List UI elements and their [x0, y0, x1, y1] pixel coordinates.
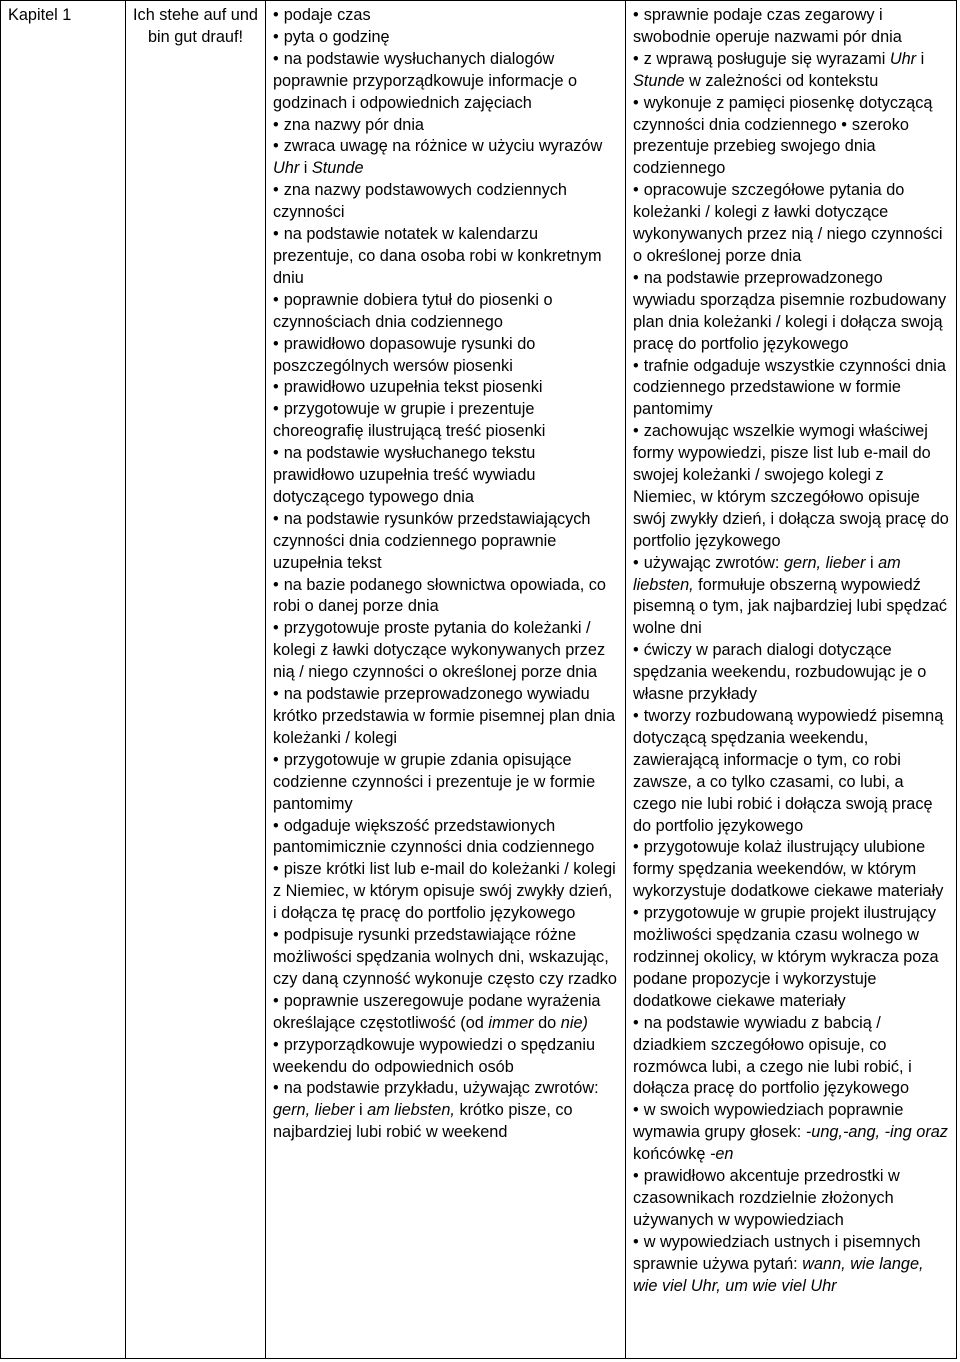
table-row: [1, 1, 957, 1359]
list-item: [273, 27, 618, 49]
bullet-icon: •: [633, 1013, 639, 1032]
list-item: [633, 356, 949, 422]
bullet-icon: •: [273, 1079, 279, 1098]
list-item-text: sprawnie podaje czas zegarowy i swobodnie operuje nazwami pór dnia: [633, 6, 902, 46]
list-item-text: i: [299, 159, 312, 178]
basic-requirements-cell: [266, 1, 626, 1359]
bullet-icon: •: [273, 750, 279, 769]
basic-requirements-list: [273, 5, 618, 1144]
list-item: [273, 991, 618, 1035]
list-item-text: krótko pisze, co najbardziej lubi robić w weekend: [273, 1101, 573, 1142]
list-item-text: na podstawie wysłuchanego tekstu prawidłowo uzupełnia treść wywiadu dotyczącego typowego dnia: [273, 444, 536, 506]
list-item: [633, 1166, 949, 1232]
list-item-text: na podstawie przykładu, używając zwrotów:: [283, 1079, 599, 1098]
list-item-text: na podstawie wywiadu z babcią / dziadkiem szczegółowo opisuje, co rozmówca lubi, a czego nie lubi robić, i dołącza pracę do portfolio językowego: [633, 1013, 912, 1098]
list-item-text: Uhr: [273, 159, 300, 178]
list-item-text: zna nazwy podstawowych codziennych czynności: [273, 181, 567, 222]
bullet-icon: •: [273, 991, 279, 1010]
list-item-text: poprawnie uszeregowuje podane wyrażenia określające częstotliwość (od: [273, 991, 601, 1032]
list-item-text: końcówkę: [633, 1145, 710, 1164]
bullet-icon: •: [273, 619, 279, 638]
bullet-icon: •: [633, 181, 639, 200]
list-item-text: wann, wie lange, wie viel Uhr, um wie viel Uhr: [633, 1254, 924, 1295]
bullet-icon: •: [273, 400, 279, 419]
list-item-text: przygotowuje proste pytania do koleżanki / kolegi z ławki dotyczące wykonywanych przez nią / niego czynności o określonej porze dnia: [273, 619, 606, 682]
list-item-text: i: [865, 553, 879, 572]
list-item: [273, 443, 618, 509]
chapter-label: Kapitel 1: [8, 6, 72, 24]
list-item-text: -ung,-ang, -ing oraz: [805, 1123, 948, 1142]
list-item-text: przygotowuje w grupie projekt ilustrujący możliwości spędzania czasu wolnego w rodzinnej okolicy, w którym wykracza poza podane propozycje i wykorzystuje dodatkowe ciekawe materiały: [633, 904, 939, 1010]
bullet-icon: •: [273, 115, 279, 134]
list-item-text: na podstawie rysunków przedstawiających czynności dnia codziennego poprawnie uzupełnia tekst: [273, 509, 591, 572]
bullet-icon: •: [633, 1167, 639, 1186]
extended-requirements-list: [633, 5, 949, 1297]
list-item: [273, 1078, 618, 1144]
list-item: [273, 925, 618, 991]
list-item: [273, 859, 618, 925]
list-item-text: formułuje obszerną wypowiedź pisemną o tym, jak najbardziej lubi spędzać wolne dni: [633, 575, 948, 638]
list-item-text: zachowując wszelkie wymogi właściwej formy wypowiedzi, pisze list lub e-mail do swojej koleżanki / swojego kolegi z Niemiec, w którym szczegółowo opisuje swój zwykły dzień, i dołącza swoją pracę do portfolio językowego: [633, 422, 949, 550]
bullet-icon: •: [273, 509, 279, 528]
list-item: [273, 509, 618, 575]
list-item-text: prawidłowo dopasowuje rysunki do poszczególnych wersów piosenki: [273, 334, 536, 375]
list-item: [633, 553, 949, 641]
list-item: [273, 750, 618, 816]
list-item: [273, 180, 618, 224]
list-item-text: przygotowuje kolaż ilustrujący ulubione formy spędzania weekendów, w którym wykorzystuje dodatkowe ciekawe materiały: [633, 838, 944, 901]
list-item: [273, 1035, 618, 1079]
list-item-text: zna nazwy pór dnia: [283, 115, 424, 134]
list-item-text: do: [533, 1013, 561, 1032]
list-item-text: na podstawie wysłuchanych dialogów poprawnie przyporządkowuje informacje o godzinach i odpowiednich zajęciach: [273, 49, 578, 112]
list-item: [273, 377, 618, 399]
bullet-icon: •: [273, 6, 279, 24]
list-item: [273, 49, 618, 115]
list-item-text: trafnie odgaduje wszystkie czynności dnia codziennego przedstawione w formie pantomimy: [633, 356, 946, 419]
bullet-icon: •: [273, 685, 279, 704]
bullet-icon: •: [273, 27, 279, 46]
list-item: [633, 706, 949, 837]
extended-requirements-cell: [626, 1, 957, 1359]
list-item: [633, 49, 949, 93]
bullet-icon: •: [273, 290, 279, 309]
bullet-icon: •: [841, 115, 847, 134]
list-item: [633, 93, 949, 181]
bullet-icon: •: [273, 575, 279, 594]
list-item-text: Stunde: [633, 71, 685, 90]
list-item-text: Uhr: [889, 49, 917, 68]
list-item: [273, 290, 618, 334]
list-item: [273, 5, 618, 27]
list-item: [273, 399, 618, 443]
bullet-icon: •: [633, 93, 639, 112]
list-item: [273, 618, 618, 684]
list-item-text: z wprawą posługuje się wyrazami: [643, 49, 890, 68]
list-item: [633, 837, 949, 903]
bullet-icon: •: [273, 49, 279, 68]
list-item: [633, 268, 949, 356]
list-item: [273, 334, 618, 378]
bullet-icon: •: [633, 49, 639, 68]
list-item-text: Stunde: [311, 159, 364, 178]
list-item-text: tworzy rozbudowaną wypowiedź pisemną dotyczącą spędzania weekendu, zawierającą informacje o tym, co robi zawsze, a co tylko czasami, co lubi, a czego nie lubi robić i dołącza swoją pracę do portfolio językowego: [633, 707, 944, 835]
list-item-text: gern, lieber: [783, 553, 866, 572]
list-item-text: wykonuje z pamięci piosenkę dotyczącą czynności dnia codziennego: [633, 93, 933, 134]
list-item: [273, 224, 618, 290]
bullet-icon: •: [633, 707, 639, 725]
bullet-icon: •: [273, 181, 279, 200]
list-item-text: i: [916, 49, 925, 68]
list-item: [273, 575, 618, 619]
list-item-text: am liebsten,: [367, 1101, 455, 1120]
list-item: [273, 684, 618, 750]
list-item-text: nie): [560, 1013, 588, 1032]
list-item-text: przyporządkowuje wypowiedzi o spędzaniu weekendu do odpowiednich osób: [273, 1035, 596, 1076]
bullet-icon: •: [273, 378, 279, 397]
list-item-text: na podstawie przeprowadzonego wywiadu sporządza pisemnie rozbudowany plan dnia koleżanki / kolegi i dołącza swoją pracę do portfolio językowego: [633, 268, 947, 353]
list-item-text: na bazie podanego słownictwa opowiada, co robi o danej porze dnia: [273, 575, 606, 616]
bullet-icon: •: [633, 268, 639, 287]
bullet-icon: •: [633, 904, 639, 923]
list-item: [633, 1013, 949, 1101]
list-item-text: ćwiczy w parach dialogi dotyczące spędzania weekendu, rozbudowując je o własne przykłady: [633, 641, 927, 704]
list-item-text: pyta o godzinę: [283, 27, 390, 46]
list-item-text: i: [354, 1101, 368, 1120]
list-item-text: gern, lieber: [273, 1101, 355, 1120]
list-item: [633, 5, 949, 49]
list-item-text: odgaduje większość przedstawionych pantomimicznie czynności dnia codziennego: [273, 816, 595, 857]
list-item-text: am liebsten,: [633, 553, 901, 594]
list-item: [633, 1232, 949, 1298]
bullet-icon: •: [273, 926, 279, 945]
bullet-icon: •: [273, 860, 279, 879]
list-item-text: na podstawie notatek w kalendarzu prezentuje, co dana osoba robi w konkretnym dniu: [273, 225, 602, 287]
chapter-cell: [1, 1, 126, 1359]
topic-title: Ich stehe auf und bin gut drauf!: [133, 6, 258, 46]
bullet-icon: •: [273, 1035, 279, 1054]
bullet-icon: •: [633, 422, 639, 441]
list-item-text: w swoich wypowiedziach poprawnie wymawia grupy głosek:: [633, 1101, 904, 1142]
list-item: [273, 115, 618, 137]
bullet-icon: •: [633, 553, 639, 572]
list-item-text: przygotowuje w grupie zdania opisujące codzienne czynności i prezentuje je w formie pantomimy: [273, 750, 596, 813]
list-item-text: pisze krótki list lub e-mail do koleżanki / kolegi z Niemiec, w którym opisuje swój zwykły dzień, i dołącza tę pracę do portfolio językowego: [273, 860, 616, 923]
list-item-text: szeroko prezentuje przebieg swojego dnia codziennego: [633, 115, 909, 178]
list-item: [633, 180, 949, 268]
list-item-text: opracowuje szczegółowe pytania do koleżanki / kolegi z ławki dotyczące wykonywanych przez nią / niego czynności o określonej porze dnia: [633, 181, 943, 265]
bullet-icon: •: [633, 1232, 639, 1251]
bullet-icon: •: [633, 838, 639, 857]
list-item-text: w zależności od kontekstu: [684, 71, 879, 90]
list-item-text: zwraca uwagę na różnice w użyciu wyrazów: [283, 137, 603, 156]
list-item-text: prawidłowo uzupełnia tekst piosenki: [283, 378, 543, 397]
list-item-text: w wypowiedziach ustnych i pisemnych sprawnie używa pytań:: [633, 1232, 921, 1273]
list-item-text: immer: [488, 1013, 534, 1032]
bullet-icon: •: [273, 444, 279, 463]
list-item-text: podaje czas: [283, 6, 371, 24]
bullet-icon: •: [273, 816, 279, 835]
list-item-text: przygotowuje w grupie i prezentuje choreografię ilustrującą treść piosenki: [273, 400, 546, 441]
bullet-icon: •: [633, 356, 639, 375]
bullet-icon: •: [273, 334, 279, 353]
list-item-text: na podstawie przeprowadzonego wywiadu krótko przedstawia w formie pisemnej plan dnia koleżanki / kolegi: [273, 685, 616, 747]
list-item: [273, 816, 618, 860]
list-item-text: prawidłowo akcentuje przedrostki w czasownikach rozdzielnie złożonych używanych w wypowiedziach: [633, 1167, 900, 1229]
list-item: [633, 1100, 949, 1166]
list-item: [273, 136, 618, 180]
bullet-icon: •: [273, 225, 279, 244]
list-item: [633, 640, 949, 706]
list-item-text: podpisuje rysunki przedstawiające różne możliwości spędzania wolnych dni, wskazując, czy daną czynność wykonuje często czy rzadko: [273, 926, 617, 988]
list-item: [633, 903, 949, 1013]
bullet-icon: •: [633, 1101, 639, 1120]
list-item-text: używając zwrotów:: [643, 553, 784, 572]
list-item-text: -en: [709, 1145, 734, 1164]
list-item: [633, 421, 949, 552]
bullet-icon: •: [633, 641, 639, 660]
bullet-icon: •: [633, 6, 639, 24]
list-item-text: poprawnie dobiera tytuł do piosenki o czynnościach dnia codziennego: [273, 290, 553, 331]
bullet-icon: •: [273, 137, 279, 156]
topic-cell: [126, 1, 266, 1359]
